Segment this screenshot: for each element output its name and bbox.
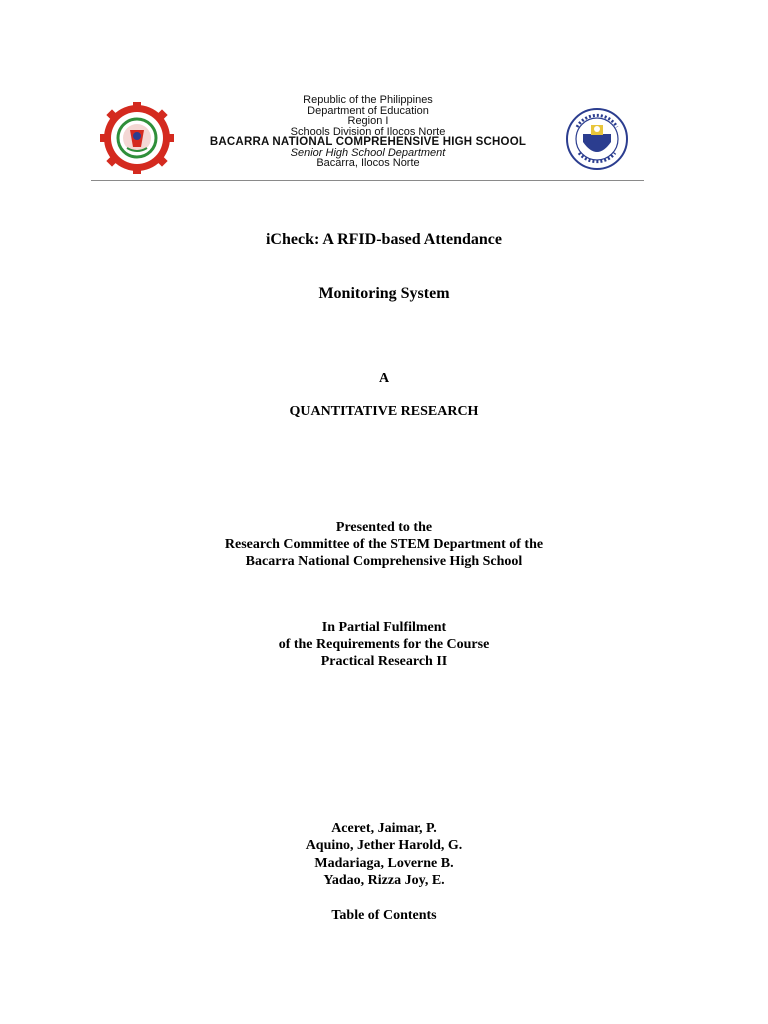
fulfilment-line-1: In Partial Fulfilment	[321, 620, 447, 635]
table-of-contents-heading: Table of Contents	[331, 908, 437, 923]
title-line-2: Monitoring System	[318, 285, 450, 302]
fulfilment-line-2: of the Requirements for the Course	[278, 637, 490, 652]
author-1: Aceret, Jaimar, P.	[331, 821, 437, 836]
presented-line-2: Research Committee of the STEM Department of the	[224, 537, 544, 552]
author-2: Aquino, Jether Harold, G.	[305, 838, 463, 853]
deped-seal-icon	[553, 107, 641, 171]
letterhead	[0, 0, 768, 190]
research-type: QUANTITATIVE RESEARCH	[289, 404, 479, 419]
school-seal-icon	[94, 102, 180, 174]
division-line: Schools Division of Ilocos Norte	[290, 125, 446, 138]
fulfilment-line-3: Practical Research II	[320, 654, 448, 669]
letterhead-divider	[91, 180, 644, 181]
school-name: BACARRA NATIONAL COMPREHENSIVE HIGH SCHOOL	[209, 136, 527, 148]
title-line-1: iCheck: A RFID-based Attendance	[265, 231, 502, 248]
republic-line: Republic of the Philippines	[303, 94, 433, 106]
letterhead-text	[190, 95, 546, 169]
author-3: Madariaga, Loverne B.	[314, 856, 454, 871]
region-line: Region I	[347, 115, 389, 127]
school-address: Bacarra, Ilocos Norte	[316, 157, 420, 169]
school-department: Senior High School Department	[290, 146, 446, 159]
presented-line-1: Presented to the	[335, 520, 433, 535]
presented-line-3: Bacarra National Comprehensive High School	[245, 554, 523, 569]
research-article: A	[378, 371, 390, 386]
author-4: Yadao, Rizza Joy, E.	[323, 873, 445, 888]
department-line: Department of Education	[307, 104, 429, 117]
